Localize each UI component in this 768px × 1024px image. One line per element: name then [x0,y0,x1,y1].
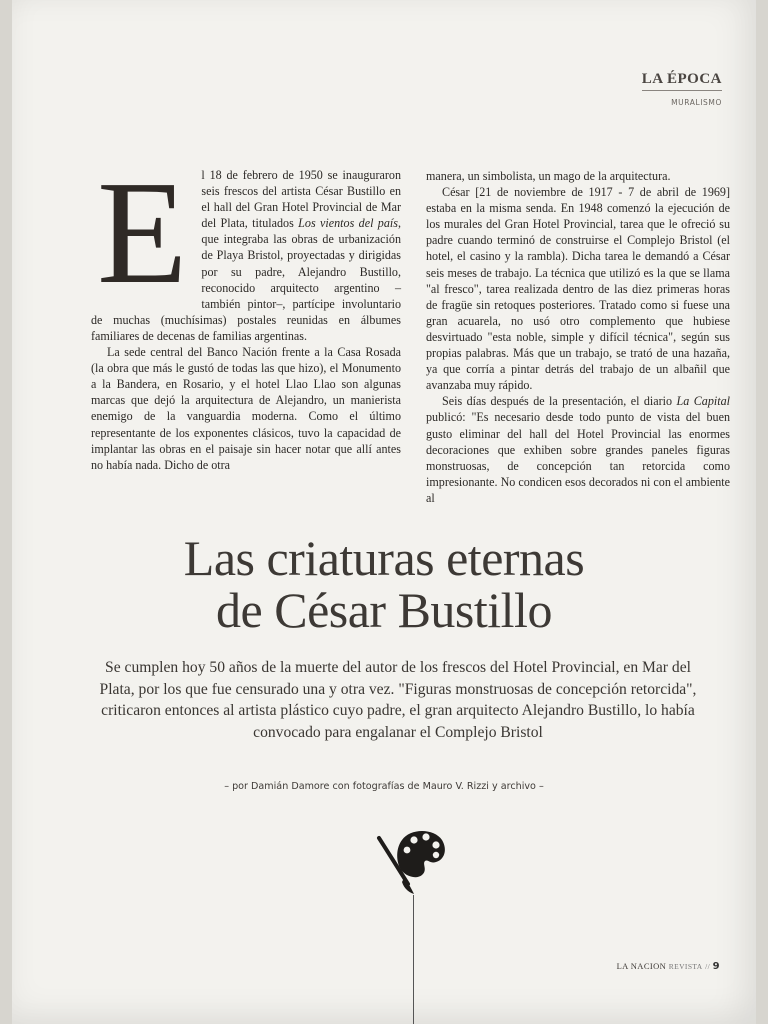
magazine-name: REVISTA [668,962,703,971]
section-header [642,70,722,107]
headline-line-2: de César Bustillo [216,582,552,638]
vertical-rule [413,895,414,1024]
right-paragraph-3: Seis días después de la presentación, el diario La Capital publicó: "Es necesario desde todo punto de vista del buen gusto eliminar del hall del Hotel Provincial las enormes decoraciones que exhiben sobre grandes paneles figuras monstruosas, de concepción tan retorcida como impresionante. No condicen esos decorados ni con el ambiente al [426,394,730,505]
section-subtitle: MURALISMO [671,98,722,107]
italic-title: Los vientos del país [298,216,398,231]
page-number: 9 [712,961,720,972]
publication-name: LA NACION [616,961,667,971]
left-paragraph-2: La sede central del Banco Nación frente a la Casa Rosada (la obra que más le gustó de todas las que hizo), el Monumento a la Bandera, en Rosario, y el hotel Llao Llao son algunas marcas que dejó la arquitectura de Alejandro, un manierista enemigo de la vanguardia moderna. Como el último representante de los exponentes clásicos, tuvo la capacidad de implantar las obras en el paisaje sin hacer notar que allí antes no había nada. Dicho de otra [91,345,401,472]
standfirst: Se cumplen hoy 50 años de la muerte del autor de los frescos del Hotel Provincial, en Mar del Plata, por los que fue censurado una y otra vez. "Figuras monstruosas de concepción retorcida", criticaron entonces al artista plástico cuyo padre, el gran arquitecto Alejandro Bustillo, lo había convocado para engalanar el Complejo Bristol [99,659,697,741]
drop-cap: E [97,151,188,315]
right-column [426,168,730,506]
page-footer [617,961,720,972]
right-paragraph-1: manera, un simbolista, un mago de la arquitectura. [426,169,671,183]
newspaper-name: La Capital [676,394,730,409]
headline [12,532,756,636]
magazine-page [12,0,756,1024]
left-column [91,151,401,473]
right-paragraph-2: César [21 de noviembre de 1917 - 7 de abril de 1969] estaba en la misma senda. En 1948 comenzó la ejecución de los murales del Gran Hotel Provincial, tarea que le ofreció su padre cuando terminó de construirse el Complejo Bristol (el hotel, el casino y la rambla). Dicha tarea le demandó a César seis meses de trabajo. La técnica que utilizó es la que se llama "al fresco", tarea realizada dentro de las diez primeras horas de fragüe sin retoques posteriores. Tratado como si fuese una gran acuarela, no usó otro complemento que hubiese desvirtuado "esta noble, simple y difícil técnica", según sus propias palabras. Más que un trabajo, se trató de una hazaña, ya que corría a pintar detrás del trabajo de un albañil que avanzaba muy rápido. [426,185,730,393]
headline-line-1: Las criaturas eternas [183,530,585,586]
footer-separator: // [705,962,711,971]
byline: – por Damián Damore con fotografías de Mauro V. Rizzi y archivo – [224,781,544,792]
paint-palette-icon [376,826,456,896]
section-title: LA ÉPOCA [642,71,722,91]
left-paragraph-1: l 18 de febrero de 1950 se inauguraron seis frescos del artista César Bustillo en el hall del Gran Hotel Provincial de Mar del Plata, titulados Los vientos del país, que integraba las obras de urbanización de Playa Bristol, proyectadas y dirigidas por su padre, Alejandro Bustillo, reconocido arquitecto argentino –también pintor–, partícipe involuntario de muchas (muchísimas) postales reunidas en álbumes familiares de decenas de familias argentinas. [91,168,401,343]
